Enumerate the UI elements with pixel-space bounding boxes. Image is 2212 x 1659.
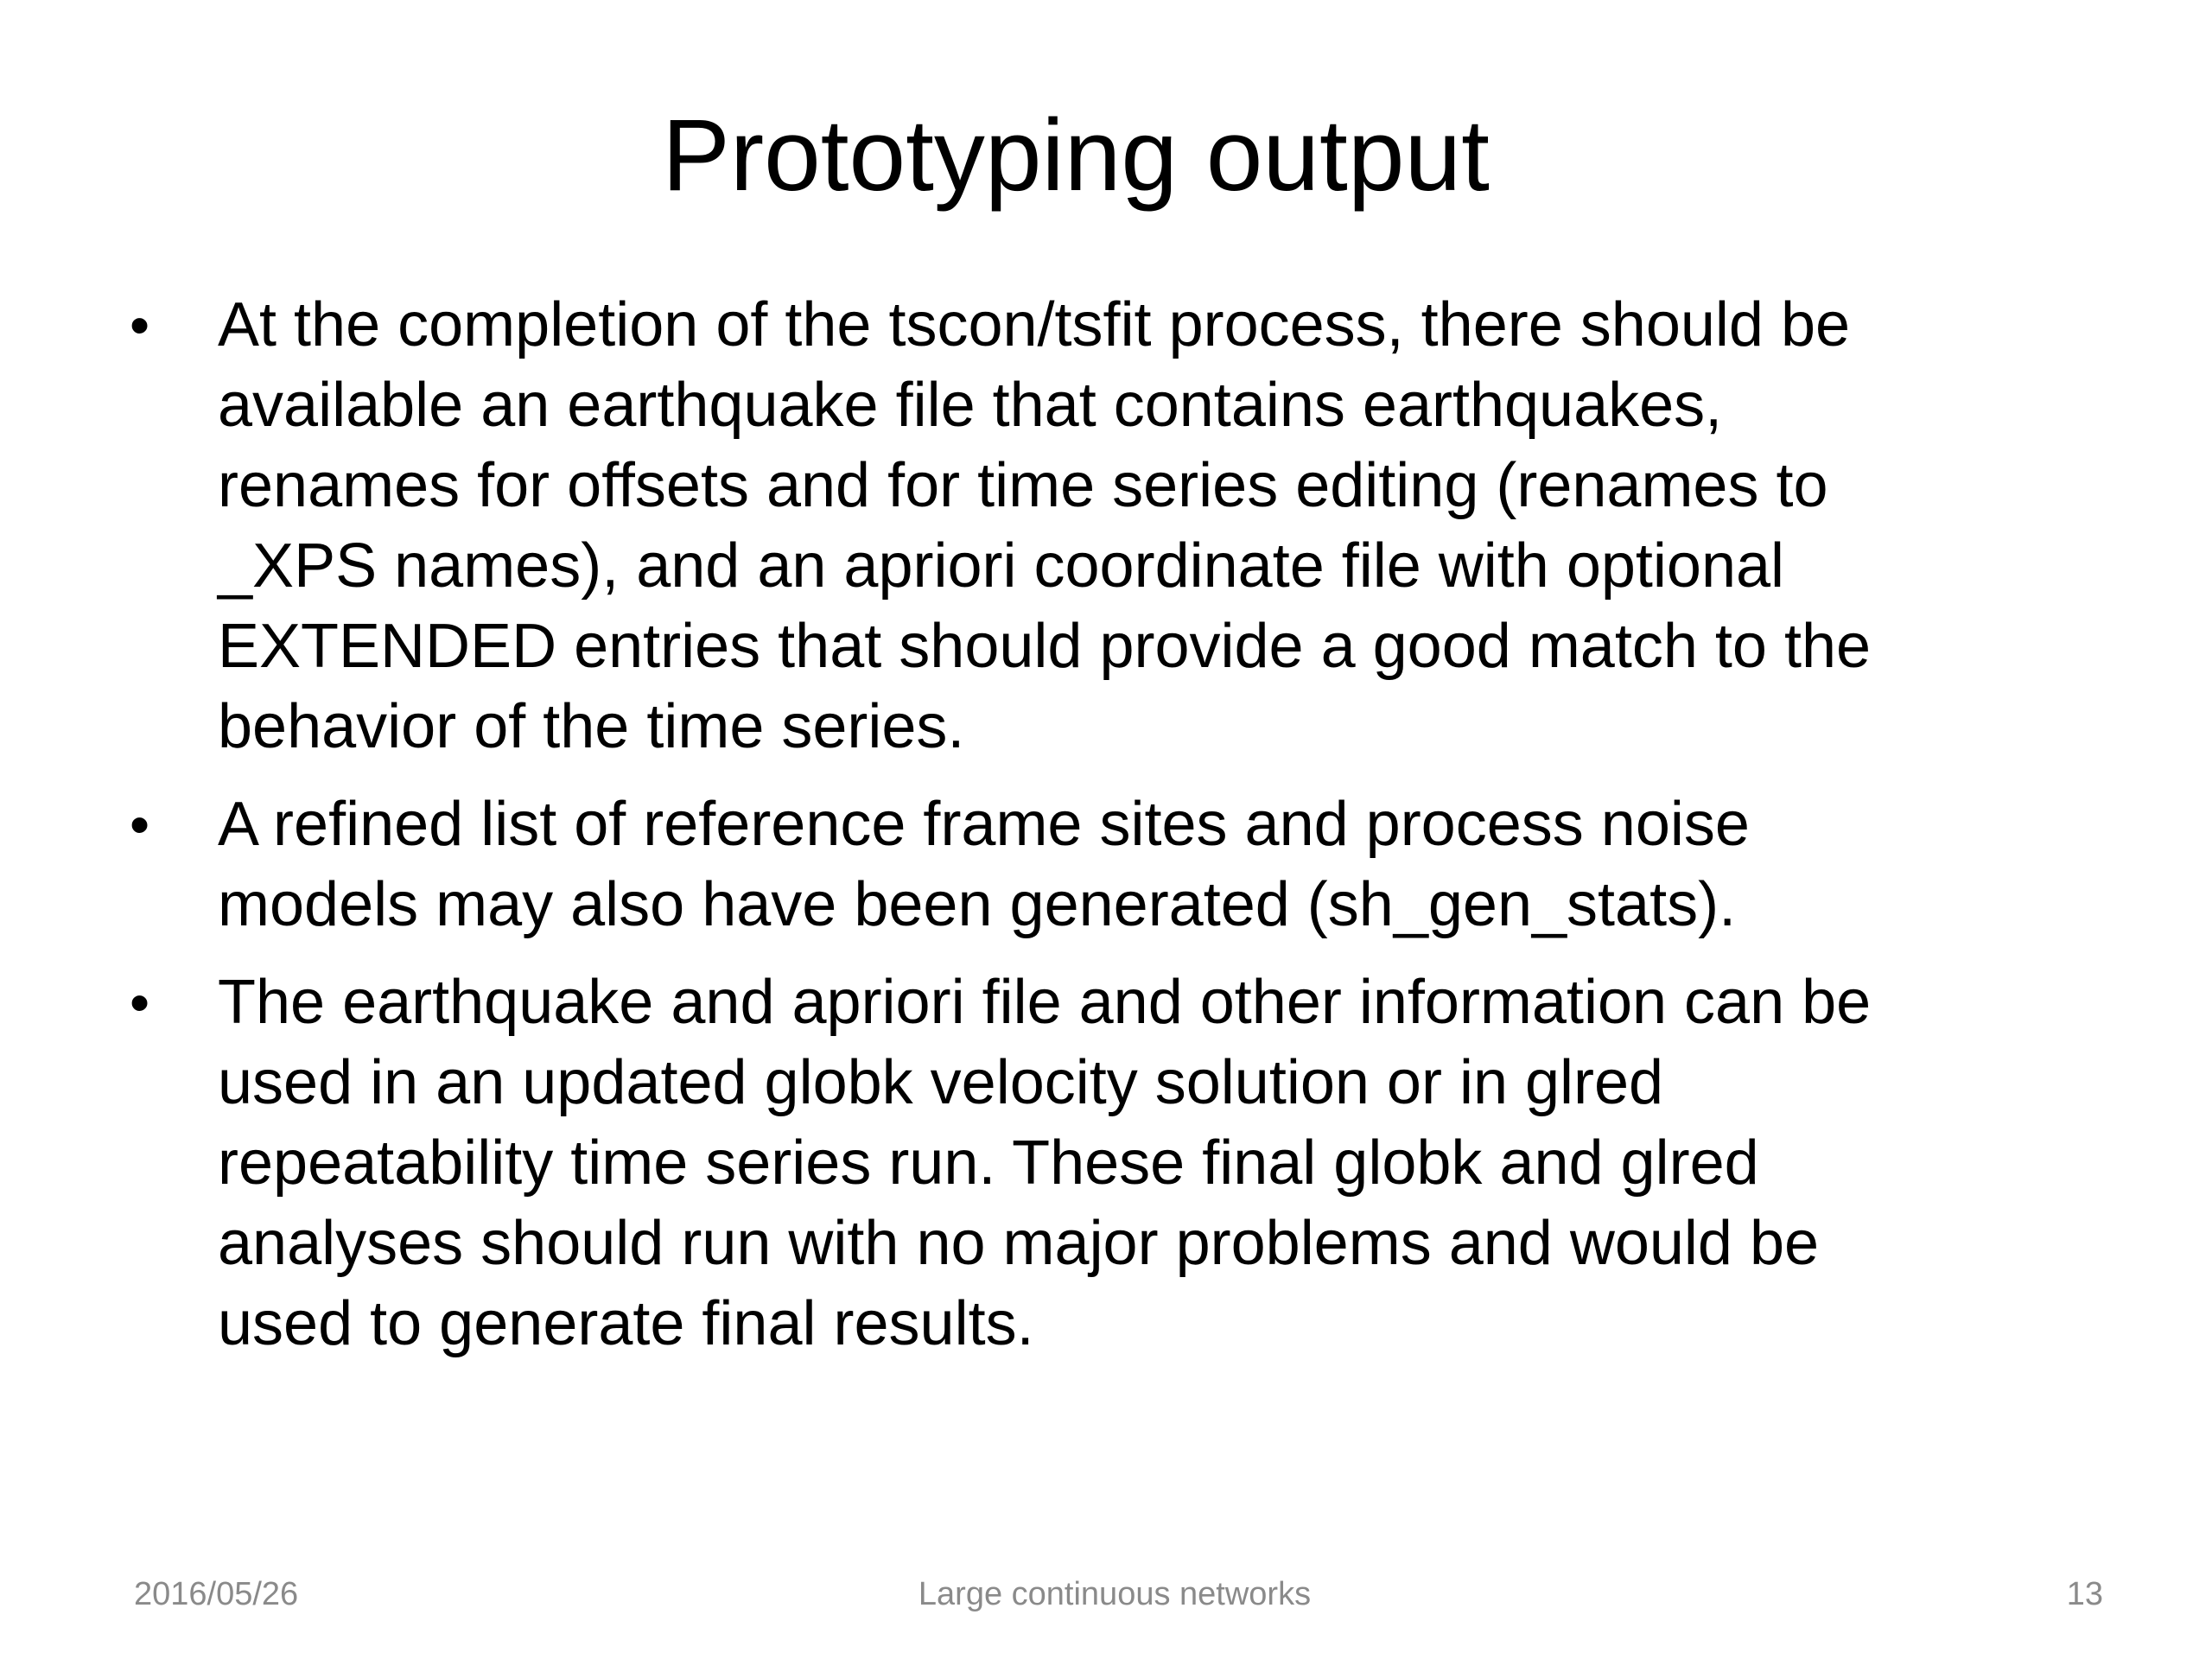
bullet-line: EXTENDED entries that should provide a good match to the xyxy=(218,612,1872,681)
footer-date: 2016/05/26 xyxy=(134,1576,299,1612)
bullet-item xyxy=(130,963,2082,1364)
bullet-line: models may also have been generated (sh_gen_stats). xyxy=(218,870,1737,939)
bullet-line: The earthquake and apriori file and other information can be xyxy=(218,968,1872,1037)
bullet-line: A refined list of reference frame sites and process noise xyxy=(218,790,1750,859)
bullet-dot-icon: • xyxy=(130,970,150,1034)
bullet-dot-icon: • xyxy=(130,792,150,856)
bullet-item xyxy=(130,285,2082,767)
bullet-line: used in an updated globk velocity solution or in glred xyxy=(218,1048,1664,1117)
bullet-item xyxy=(130,785,2082,945)
bullet-dot-icon: • xyxy=(130,293,150,357)
slide-title: Prototyping output xyxy=(662,99,1490,213)
bullet-list xyxy=(130,285,2082,1382)
bullet-line: renames for offsets and for time series editing (renames to xyxy=(218,451,1828,520)
bullet-line: used to generate final results. xyxy=(218,1289,1034,1358)
bullet-line: At the completion of the tscon/tsfit process, there should be xyxy=(218,290,1851,359)
bullet-line: analyses should run with no major problems and would be xyxy=(218,1209,1820,1278)
footer-title: Large continuous networks xyxy=(918,1576,1312,1612)
bullet-line: available an earthquake file that contains earthquakes, xyxy=(218,371,1723,440)
bullet-line: repeatability time series run. These final globk and glred xyxy=(218,1128,1759,1198)
bullet-line: behavior of the time series. xyxy=(218,692,965,761)
page-number: 13 xyxy=(2066,1576,2103,1612)
bullet-line: _XPS names), and an apriori coordinate file with optional xyxy=(218,531,1785,601)
